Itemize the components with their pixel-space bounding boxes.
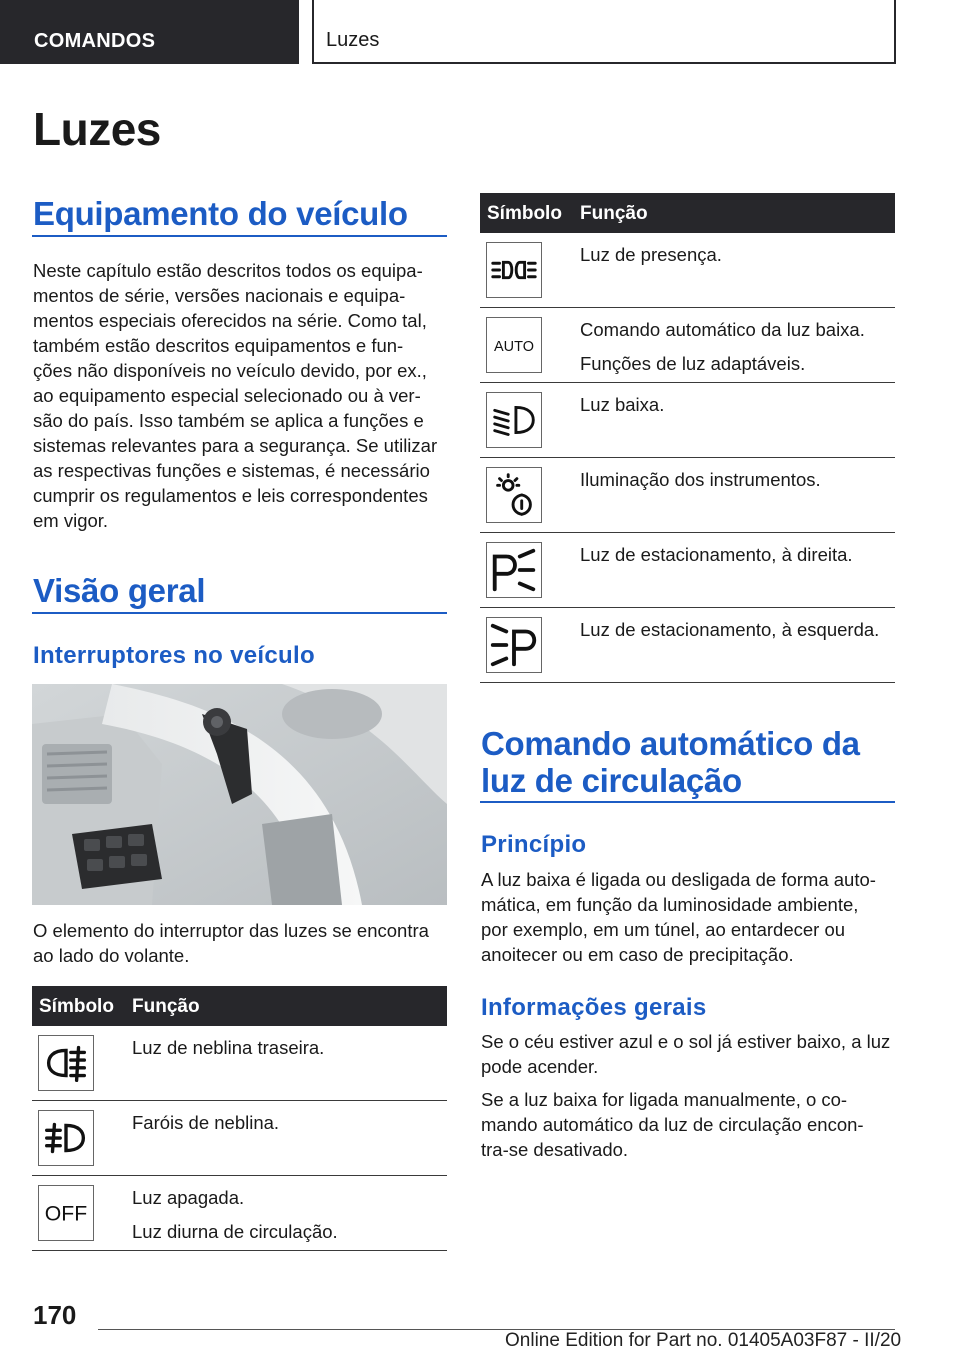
parking-light-left-icon [486,617,542,673]
section-label: COMANDOS [34,30,156,52]
auto-icon [486,317,542,373]
table-row [480,308,895,383]
edition-note: Online Edition for Part no. 01405A03F87 - II/20 [505,1330,902,1351]
general-info-paragraph-1: Se o céu estiver azul e o sol já estiver baixo, a luz pode acender. [481,1031,891,1077]
function-text: Luz diurna de circulação. [132,1221,338,1242]
principle-paragraph: A luz baixa é ligada ou desligada de forma auto- mática, em função da luminosidade ambiente, por exemplo, em um túnel, ao entardecer ou anoitecer ou em caso de precipitação. [481,869,876,965]
table-row [480,458,895,533]
equipment-paragraph: Neste capítulo estão descritos todos os equipa- mentos de série, versões nacionais e equipa- mentos especiais oferecidos na série. Como tal, também estão descritos equipamentos e fun- ções não disponíveis no veículo devido, por ex., ao equipamento especial selecionado ou à ver- são do país. Isso também se aplica a funções e sistemas relevantes para a segurança. Se utilizar as respectivas funções e sistemas, é necessário cumprir os regulamentos e leis correspondentes em vigor. [33,260,438,531]
column-symbol: Símbolo [39,996,114,1017]
auto-control-rule [480,801,895,803]
function-text: Luz de neblina traseira. [132,1037,325,1058]
svg-text:AUTO: AUTO [494,338,534,355]
column-function: Função [132,996,200,1017]
general-info-paragraph-2: Se a luz baixa for ligada manualmente, o co- mando automático da luz de circulação encon- tra-se desativado. [481,1089,864,1160]
principle-heading: Princípio [481,831,587,858]
table-row [480,533,895,608]
page-title: Luzes [33,103,161,155]
function-text: Luz de estacionamento, à esquerda. [580,619,880,640]
rear-fog-light-icon [38,1035,94,1091]
column-symbol: Símbolo [487,203,562,224]
page-number: 170 [33,1300,77,1330]
low-beam-icon [486,392,542,448]
instrument-lighting-icon [486,467,542,523]
table-row [32,1101,447,1176]
parking-light-right-icon [486,542,542,598]
equipment-heading: Equipamento do veículo [33,195,408,232]
table-header [32,986,447,1026]
function-text: Funções de luz adaptáveis. [580,353,806,374]
table-row [480,383,895,458]
symbol-table-left [32,986,447,1251]
table-row [480,233,895,308]
function-text: Faróis de neblina. [132,1112,280,1133]
auto-control-heading: Comando automático da luz de circulação [481,725,860,799]
function-text: Iluminação dos instrumentos. [580,469,821,490]
light-switch-photo [32,684,447,905]
table-row [480,608,895,683]
switches-subheading: Interruptores no veículo [33,642,315,669]
table-row [32,1176,447,1251]
section-tab [0,0,299,64]
table-header [480,193,895,233]
overview-heading: Visão geral [33,572,206,609]
off-icon [38,1185,94,1241]
general-info-heading: Informações gerais [481,994,707,1021]
chapter-tab [312,0,896,64]
table-row [32,1026,447,1101]
overview-rule [32,612,447,614]
parking-lights-icon [486,242,542,298]
function-text: Luz de estacionamento, à direita. [580,544,853,565]
function-text: Comando automático da luz baixa. [580,319,865,340]
equipment-rule [32,235,447,237]
chapter-label: Luzes [326,29,380,51]
function-text: Luz apagada. [132,1187,245,1208]
column-function: Função [580,203,648,224]
svg-text:OFF: OFF [44,1202,88,1226]
photo-caption: O elemento do interruptor das luzes se encontra ao lado do volante. [33,920,429,966]
front-fog-light-icon [38,1110,94,1166]
function-text: Luz baixa. [580,394,665,415]
function-text: Luz de presença. [580,244,722,265]
symbol-table-right [480,193,895,683]
